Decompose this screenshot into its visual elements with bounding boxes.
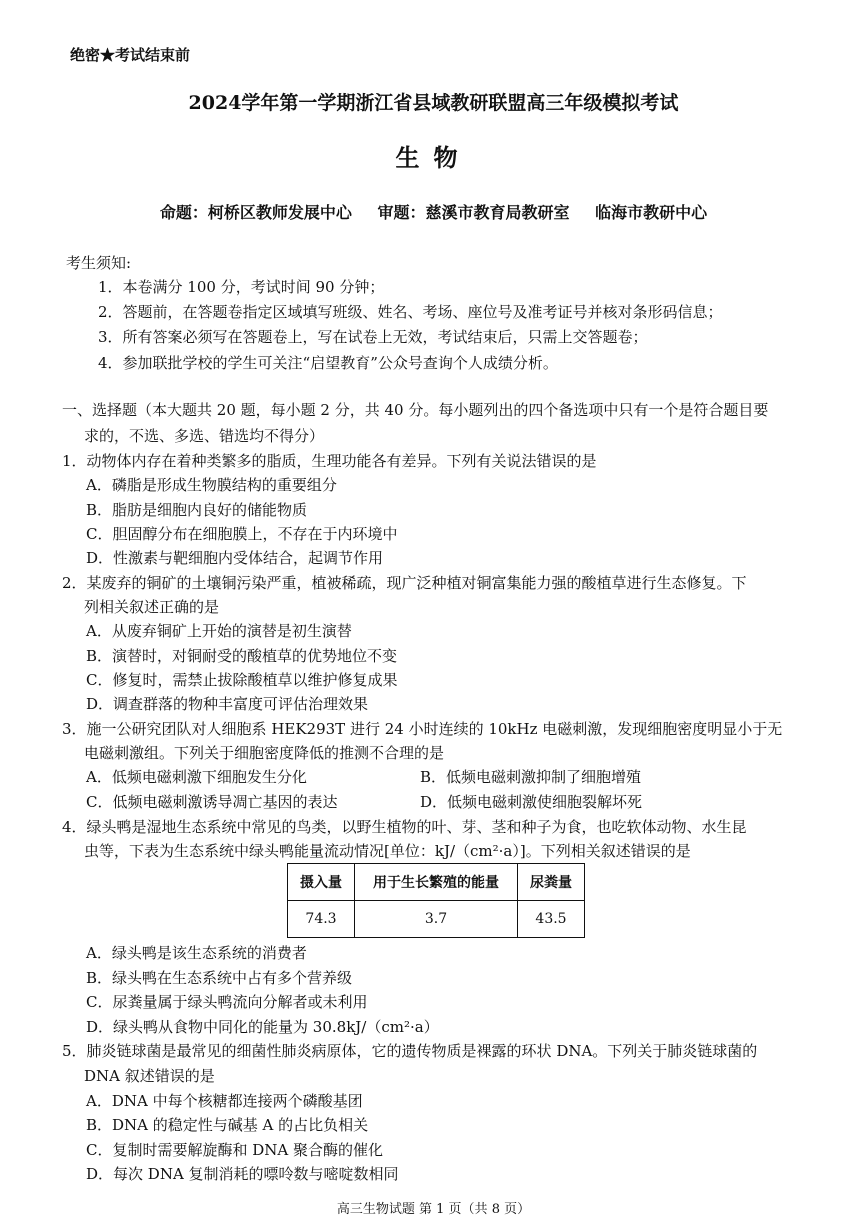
table-header-cell: 尿粪量 (518, 864, 585, 901)
question-3-stem-cont: 电磁刺激组。下列关于细胞密度降低的推测不合理的是 (84, 744, 445, 762)
energy-flow-table (287, 863, 585, 938)
question-2-stem-cont: 列相关叙述正确的是 (84, 598, 220, 616)
question-4-option-b: B．绿头鸭在生态系统中占有多个营养级 (86, 969, 353, 987)
reviewer2-label: 临海市教研中心 (595, 203, 708, 222)
question-5-stem-cont: DNA 叙述错误的是 (84, 1067, 215, 1085)
question-4-option-d: D．绿头鸭从食物中同化的能量为 30.8kJ/（cm²·a） (86, 1018, 439, 1036)
section-heading: 一、选择题（本大题共 20 题，每小题 2 分，共 40 分。每小题列出的四个备选项中只有一个是符合题目要 (62, 401, 769, 419)
question-3-option-c: C．低频电磁刺激诱导凋亡基因的表达 (86, 793, 338, 811)
table-cell: 3.7 (355, 901, 518, 938)
exam-title: 2024学年第一学期浙江省县域教研联盟高三年级模拟考试 (188, 92, 679, 114)
authors-line (0, 200, 867, 223)
question-4-stem-cont: 虫等，下表为生态系统中绿头鸭能量流动情况[单位：kJ/（cm²·a）]。下列相关叙述错误的是 (84, 842, 691, 860)
question-2-stem: 2．某废弃的铜矿的土壤铜污染严重，植被稀疏，现广泛种植对铜富集能力强的酸植草进行生态修复。下 (62, 574, 747, 592)
question-5-stem: 5．肺炎链球菌是最常见的细菌性肺炎病原体，它的遗传物质是裸露的环状 DNA。下列关于肺炎链球菌的 (62, 1042, 758, 1060)
page-footer: 高三生物试题 第 1 页（共 8 页） (336, 1202, 531, 1217)
question-4-option-c: C．尿粪量属于绿头鸭流向分解者或未利用 (86, 993, 368, 1011)
table-cell: 74.3 (288, 901, 355, 938)
notice-item: 3．所有答案必须写在答题卷上，写在试卷上无效，考试结束后，只需上交答题卷； (98, 328, 648, 346)
notice-item: 1．本卷满分 100 分，考试时间 90 分钟； (98, 278, 385, 296)
question-1-option-b: B．脂肪是细胞内良好的储能物质 (86, 501, 308, 519)
question-5-option-d: D．每次 DNA 复制消耗的嘌呤数与嘧啶数相同 (86, 1165, 399, 1183)
question-5-option-b: B．DNA 的稳定性与碱基 A 的占比负相关 (86, 1116, 369, 1134)
subject-title: 生物 (395, 143, 472, 172)
question-1-option-d: D．性激素与靶细胞内受体结合，起调节作用 (86, 549, 384, 567)
question-3-option-d: D．低频电磁刺激使细胞裂解坏死 (420, 793, 643, 811)
question-4-option-a: A．绿头鸭是该生态系统的消费者 (86, 944, 307, 962)
table-header-row (288, 864, 585, 901)
question-1-option-a: A．磷脂是形成生物膜结构的重要组分 (86, 476, 337, 494)
question-2-option-a: A．从废弃铜矿上开始的演替是初生演替 (86, 622, 352, 640)
table-header-cell: 摄入量 (288, 864, 355, 901)
setter-label: 命题：柯桥区教师发展中心 (159, 203, 352, 222)
reviewer-label: 审题：慈溪市教育局教研室 (377, 203, 570, 222)
notice-item: 2．答题前，在答题卷指定区域填写班级、姓名、考场、座位号及准考证号并核对条形码信息； (98, 303, 723, 321)
question-2-option-b: B．演替时，对铜耐受的酸植草的优势地位不变 (86, 647, 398, 665)
question-4-stem: 4．绿头鸭是湿地生态系统中常见的鸟类，以野生植物的叶、芽、茎和种子为食，也吃软体动物、水生昆 (62, 818, 747, 836)
question-5-option-c: C．复制时需要解旋酶和 DNA 聚合酶的催化 (86, 1141, 383, 1159)
notice-title: 考生须知: (66, 254, 132, 272)
question-2-option-c: C．修复时，需禁止拔除酸植草以维护修复成果 (86, 671, 398, 689)
table-header-cell: 用于生长繁殖的能量 (355, 864, 518, 901)
question-2-option-d: D．调查群落的物种丰富度可评估治理效果 (86, 695, 369, 713)
question-3-stem: 3．施一公研究团队对人细胞系 HEK293T 进行 24 小时连续的 10kHz 电磁刺激，发现细胞密度明显小于无 (62, 720, 783, 738)
notice-item: 4．参加联批学校的学生可关注“启望教育”公众号查询个人成绩分析。 (98, 354, 558, 372)
section-heading-cont: 求的，不选、多选、错选均不得分） (84, 427, 325, 445)
question-3-option-b: B．低频电磁刺激抑制了细胞增殖 (420, 768, 642, 786)
confidential-label: 绝密★考试结束前 (70, 46, 191, 64)
table-row (288, 901, 585, 938)
question-1-option-c: C．胆固醇分布在细胞膜上，不存在于内环境中 (86, 525, 398, 543)
question-1-stem: 1．动物体内存在着种类繁多的脂质，生理功能各有差异。下列有关说法错误的是 (62, 452, 597, 470)
table-cell: 43.5 (518, 901, 585, 938)
question-5-option-a: A．DNA 中每个核糖都连接两个磷酸基团 (86, 1092, 363, 1110)
question-3-option-a: A．低频电磁刺激下细胞发生分化 (86, 768, 307, 786)
